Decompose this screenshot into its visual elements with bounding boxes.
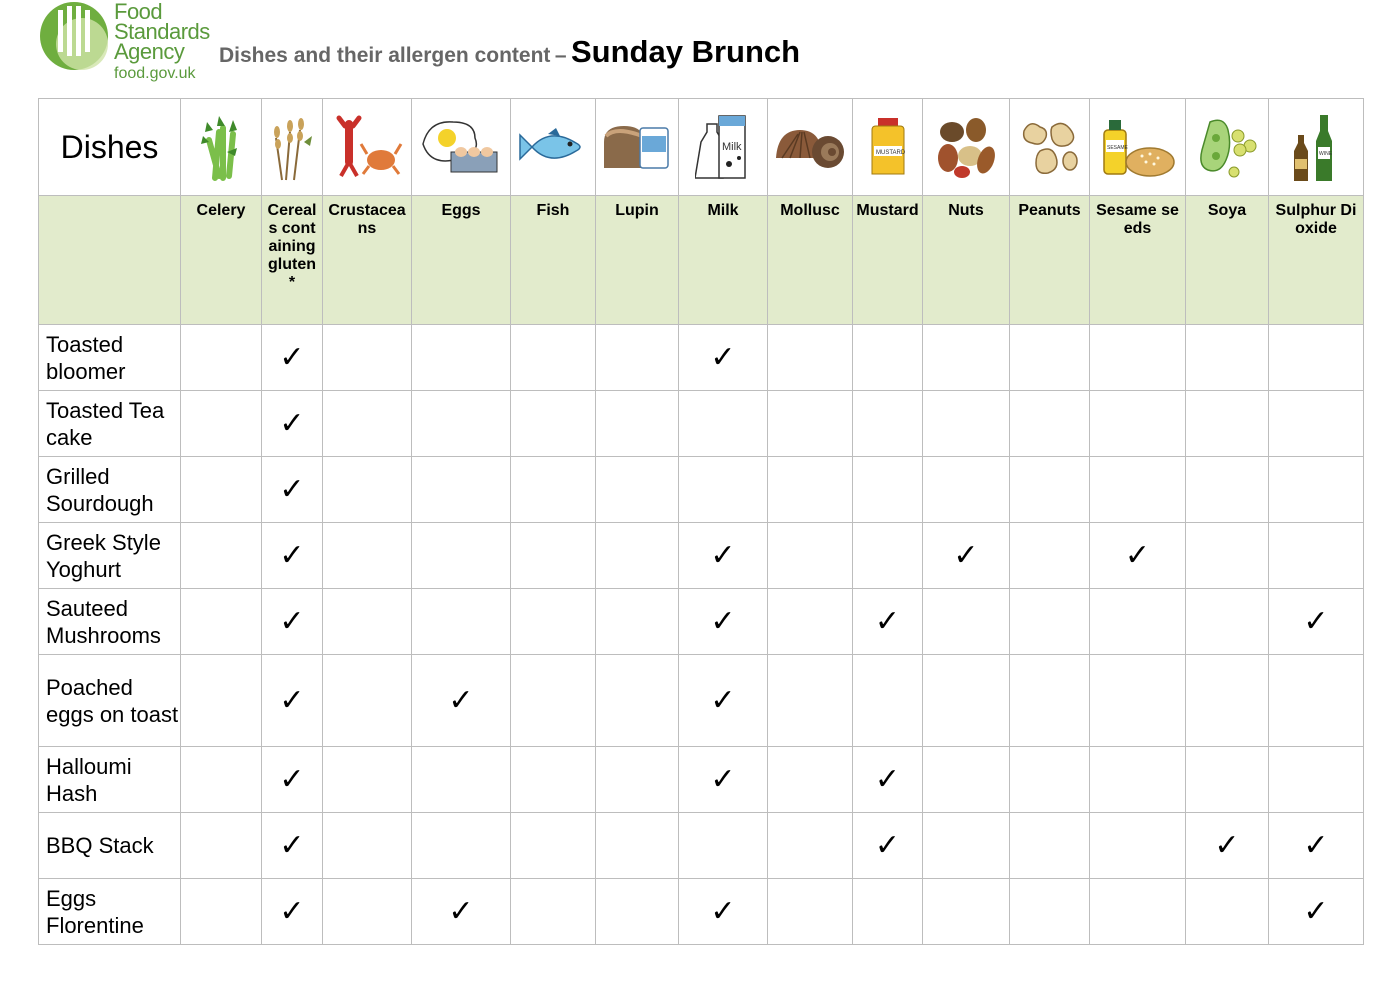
tick-icon: ✓	[279, 472, 305, 507]
allergen-cell	[412, 391, 511, 457]
allergen-cell	[412, 655, 511, 747]
allergen-cell	[679, 391, 768, 457]
table-row	[39, 655, 1364, 747]
allergen-cell	[679, 879, 768, 945]
allergen-cell	[181, 523, 262, 589]
allergen-cell	[768, 523, 853, 589]
dish-name: Eggs Florentine	[39, 879, 181, 945]
table-row	[39, 589, 1364, 655]
allergen-label-text: Mollusc	[780, 202, 840, 219]
allergen-cell	[1269, 391, 1364, 457]
tick-icon: ✓	[1303, 604, 1329, 639]
tick-icon: ✓	[1303, 828, 1329, 863]
allergen-cell	[1269, 457, 1364, 523]
peanuts-icon	[1010, 99, 1090, 196]
allergen-cell	[923, 655, 1010, 747]
allergen-cell	[262, 457, 323, 523]
allergen-cell	[853, 747, 923, 813]
allergen-cell	[679, 457, 768, 523]
allergen-cell	[1269, 589, 1364, 655]
allergen-cell	[1269, 747, 1364, 813]
sesame-icon	[1090, 99, 1186, 196]
allergen-label-text: Sesame seeds	[1096, 202, 1179, 237]
allergen-cell	[511, 655, 596, 747]
allergen-cell	[1010, 523, 1090, 589]
allergen-cell	[679, 589, 768, 655]
allergen-cell	[181, 879, 262, 945]
allergen-cell	[1090, 813, 1186, 879]
allergen-cell	[923, 457, 1010, 523]
allergen-cell	[1090, 325, 1186, 391]
allergen-cell	[412, 457, 511, 523]
allergen-cell	[923, 879, 1010, 945]
allergen-cell	[262, 523, 323, 589]
allergen-cell	[853, 589, 923, 655]
allergen-cell	[1269, 523, 1364, 589]
allergen-label-text: Mustard	[856, 202, 919, 219]
tick-icon: ✓	[279, 828, 305, 863]
table-row	[39, 747, 1364, 813]
allergen-cell	[1010, 457, 1090, 523]
logo-url: food.gov.uk	[114, 65, 196, 82]
allergen-label-text: Lupin	[615, 202, 659, 219]
allergen-label	[679, 196, 768, 325]
allergen-cell	[923, 325, 1010, 391]
table-row	[39, 813, 1364, 879]
allergen-label-text: Celery	[196, 202, 246, 219]
allergen-cell	[323, 457, 412, 523]
allergen-cell	[1090, 589, 1186, 655]
allergen-cell	[511, 457, 596, 523]
table-row	[39, 391, 1364, 457]
allergen-cell	[1090, 655, 1186, 747]
allergen-cell	[1010, 589, 1090, 655]
allergen-label-row	[39, 196, 1364, 325]
logo-line-standards: Standards	[114, 19, 210, 44]
allergen-cell	[768, 879, 853, 945]
allergen-cell	[262, 747, 323, 813]
allergen-cell	[1090, 523, 1186, 589]
svg-text:SESAME: SESAME	[1106, 145, 1128, 151]
tick-icon: ✓	[279, 538, 305, 573]
tick-icon: ✓	[874, 762, 901, 797]
allergen-cell	[181, 813, 262, 879]
allergen-cell	[679, 747, 768, 813]
tick-icon: ✓	[448, 683, 474, 718]
allergen-cell	[1010, 391, 1090, 457]
soya-icon	[1186, 99, 1269, 196]
allergen-cell	[853, 879, 923, 945]
allergen-cell	[181, 457, 262, 523]
allergen-cell	[768, 325, 853, 391]
allergen-label	[262, 196, 323, 325]
tick-icon: ✓	[710, 340, 736, 375]
mustard-icon	[853, 99, 923, 196]
allergen-label	[596, 196, 679, 325]
allergen-cell	[323, 813, 412, 879]
allergen-cell	[323, 879, 412, 945]
allergen-cell	[181, 325, 262, 391]
nuts-icon	[923, 99, 1010, 196]
allergen-cell	[1269, 325, 1364, 391]
dish-name: Grilled Sourdough	[39, 457, 181, 523]
allergen-cell	[1186, 879, 1269, 945]
wine-beer-icon	[1269, 99, 1364, 196]
dish-name: BBQ Stack	[39, 813, 181, 879]
allergen-cell	[1010, 655, 1090, 747]
dish-name: Poached eggs on toast	[39, 655, 181, 747]
allergen-cell	[923, 589, 1010, 655]
dish-name: Toasted Tea cake	[39, 391, 181, 457]
table-row	[39, 879, 1364, 945]
allergen-cell	[1090, 879, 1186, 945]
allergen-cell	[1186, 813, 1269, 879]
allergen-cell	[853, 457, 923, 523]
allergen-cell	[1269, 655, 1364, 747]
table-row	[39, 325, 1364, 391]
table-row	[39, 523, 1364, 589]
allergen-cell	[1186, 747, 1269, 813]
allergen-cell	[596, 813, 679, 879]
title-separator: –	[554, 44, 567, 67]
allergen-cell	[511, 813, 596, 879]
menu-title: Sunday Brunch	[571, 34, 801, 69]
tick-icon: ✓	[874, 604, 901, 639]
allergen-cell	[596, 325, 679, 391]
allergen-cell	[1186, 457, 1269, 523]
allergen-label	[1269, 196, 1364, 325]
allergen-label-text: Soya	[1207, 202, 1247, 219]
allergen-cell	[679, 655, 768, 747]
tick-icon: ✓	[710, 683, 736, 718]
allergen-cell	[1090, 457, 1186, 523]
allergen-cell	[768, 747, 853, 813]
allergen-cell	[923, 813, 1010, 879]
allergen-cell	[181, 589, 262, 655]
allergen-cell	[412, 325, 511, 391]
tick-icon: ✓	[874, 828, 901, 863]
allergen-cell	[853, 391, 923, 457]
milk-icon	[679, 99, 768, 196]
allergen-cell	[596, 589, 679, 655]
allergen-cell	[1010, 813, 1090, 879]
page-subtitle: Dishes and their allergen content	[219, 44, 551, 67]
allergen-cell	[511, 879, 596, 945]
allergen-cell	[1090, 391, 1186, 457]
dish-name: Halloumi Hash	[39, 747, 181, 813]
allergen-label-text: Eggs	[441, 202, 481, 219]
fsa-logo-mark-icon	[38, 0, 114, 72]
tick-icon: ✓	[953, 538, 979, 573]
allergen-cell	[511, 747, 596, 813]
dish-rows	[39, 325, 1364, 945]
allergen-cell	[412, 879, 511, 945]
svg-text:MUSTARD: MUSTARD	[875, 150, 905, 156]
allergen-cell	[768, 589, 853, 655]
allergen-cell	[1090, 747, 1186, 813]
fsa-logo	[38, 0, 218, 88]
allergen-label-text: Sulphur Dioxide	[1275, 202, 1357, 237]
allergen-cell	[1269, 879, 1364, 945]
lupin-flour-icon	[596, 99, 679, 196]
allergen-cell	[511, 589, 596, 655]
tick-icon: ✓	[710, 762, 736, 797]
allergen-cell	[262, 589, 323, 655]
tick-icon: ✓	[448, 894, 474, 929]
allergen-icon-row	[39, 99, 1364, 196]
allergen-label	[1010, 196, 1090, 325]
page-title	[219, 34, 800, 70]
tick-icon: ✓	[279, 762, 305, 797]
allergen-cell	[768, 391, 853, 457]
allergen-cell	[1186, 391, 1269, 457]
allergen-cell	[323, 325, 412, 391]
allergen-label-text: Crustaceans	[328, 202, 406, 237]
dishes-header: Dishes	[39, 99, 181, 196]
allergen-cell	[262, 655, 323, 747]
allergen-label-text: Cereals containing gluten*	[267, 202, 317, 291]
allergen-cell	[412, 747, 511, 813]
dish-name: Sauteed Mushrooms	[39, 589, 181, 655]
tick-icon: ✓	[279, 604, 305, 639]
allergen-cell	[323, 655, 412, 747]
allergen-cell	[1186, 325, 1269, 391]
allergen-cell	[262, 391, 323, 457]
allergen-cell	[1010, 325, 1090, 391]
tick-icon: ✓	[1303, 894, 1329, 929]
allergen-label	[768, 196, 853, 325]
dish-name: Greek Style Yoghurt	[39, 523, 181, 589]
allergen-label-text: Milk	[707, 202, 739, 219]
allergen-cell	[323, 523, 412, 589]
allergen-cell	[323, 589, 412, 655]
tick-icon: ✓	[710, 894, 736, 929]
allergen-cell	[262, 813, 323, 879]
tick-icon: ✓	[279, 406, 305, 441]
allergen-cell	[412, 589, 511, 655]
allergen-cell	[262, 879, 323, 945]
allergen-label-text: Peanuts	[1018, 202, 1081, 219]
allergen-cell	[1010, 747, 1090, 813]
tick-icon: ✓	[279, 683, 305, 718]
allergen-cell	[181, 655, 262, 747]
allergen-label	[181, 196, 262, 325]
allergen-cell	[596, 391, 679, 457]
tick-icon: ✓	[279, 340, 305, 375]
logo-line-food: Food	[114, 0, 163, 24]
allergen-cell	[679, 813, 768, 879]
allergen-cell	[923, 391, 1010, 457]
allergen-cell	[181, 391, 262, 457]
allergen-cell	[596, 457, 679, 523]
allergen-cell	[853, 325, 923, 391]
dish-name: Toasted bloomer	[39, 325, 181, 391]
tick-icon: ✓	[710, 604, 736, 639]
allergen-label	[511, 196, 596, 325]
allergen-cell	[181, 747, 262, 813]
allergen-cell	[1186, 655, 1269, 747]
allergen-cell	[1010, 879, 1090, 945]
allergen-label	[412, 196, 511, 325]
allergen-label-text: Fish	[536, 202, 570, 219]
lobster-crab-icon	[323, 99, 412, 196]
allergen-cell	[768, 457, 853, 523]
allergen-cell	[853, 523, 923, 589]
tick-icon: ✓	[1124, 538, 1151, 573]
allergen-cell	[1269, 813, 1364, 879]
egg-icon	[412, 99, 511, 196]
allergen-cell	[323, 391, 412, 457]
allergen-table	[38, 98, 1364, 945]
allergen-cell	[1186, 589, 1269, 655]
allergen-label	[1090, 196, 1186, 325]
fish-icon	[511, 99, 596, 196]
allergen-cell	[853, 655, 923, 747]
allergen-cell	[923, 747, 1010, 813]
allergen-cell	[596, 879, 679, 945]
allergen-cell	[596, 747, 679, 813]
tick-icon: ✓	[710, 538, 736, 573]
allergen-cell	[262, 325, 323, 391]
table-row	[39, 457, 1364, 523]
allergen-cell	[768, 813, 853, 879]
allergen-label	[1186, 196, 1269, 325]
label-row-blank	[39, 196, 181, 325]
allergen-cell	[679, 325, 768, 391]
allergen-cell	[853, 813, 923, 879]
shell-icon	[768, 99, 853, 196]
allergen-cell	[768, 655, 853, 747]
allergen-label	[923, 196, 1010, 325]
allergen-cell	[1186, 523, 1269, 589]
allergen-label-text: Nuts	[948, 202, 984, 219]
allergen-cell	[596, 523, 679, 589]
celery-icon	[181, 99, 262, 196]
allergen-cell	[679, 523, 768, 589]
allergen-cell	[323, 747, 412, 813]
allergen-cell	[511, 391, 596, 457]
tick-icon: ✓	[279, 894, 305, 929]
wheat-icon	[262, 99, 323, 196]
allergen-cell	[412, 523, 511, 589]
allergen-cell	[412, 813, 511, 879]
allergen-cell	[596, 655, 679, 747]
logo-wordmark	[114, 2, 210, 84]
allergen-label	[323, 196, 412, 325]
logo-line-agency: Agency	[114, 39, 185, 64]
svg-text:WINE: WINE	[1319, 151, 1333, 157]
allergen-cell	[923, 523, 1010, 589]
allergen-cell	[511, 325, 596, 391]
allergen-cell	[511, 523, 596, 589]
svg-text:Milk: Milk	[722, 141, 742, 153]
tick-icon: ✓	[1214, 828, 1240, 863]
allergen-label	[853, 196, 923, 325]
